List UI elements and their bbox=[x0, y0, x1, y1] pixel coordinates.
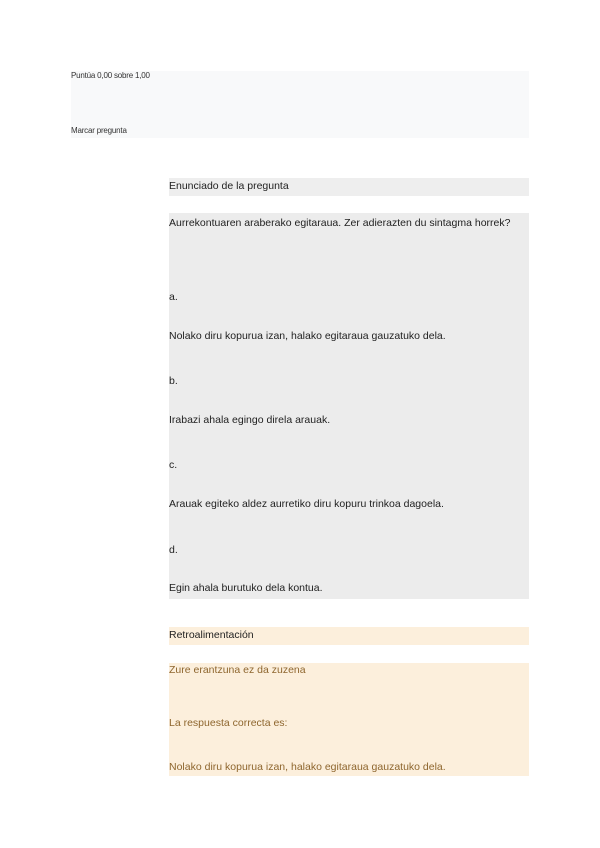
feedback-header bbox=[169, 627, 529, 645]
answer-c-text[interactable]: Arauak egiteko aldez aurretiko diru kopuru trinkoa dagoela. bbox=[169, 498, 444, 510]
answer-b-text[interactable]: Irabazi ahala egingo direla arauak. bbox=[169, 414, 331, 426]
answer-d-text[interactable]: Egin ahala burutuko dela kontua. bbox=[169, 582, 323, 594]
flag-question-link[interactable]: Marcar pregunta bbox=[71, 126, 127, 135]
correct-answer-text: Nolako diru kopurua izan, halako egitaraua gauzatuko dela. bbox=[169, 761, 446, 773]
formulation-header bbox=[169, 178, 529, 196]
grade-text: Puntúa 0,00 sobre 1,00 bbox=[71, 71, 150, 80]
answer-a-letter[interactable]: a. bbox=[169, 291, 178, 303]
formulation-title: Enunciado de la pregunta bbox=[169, 180, 289, 192]
feedback-panel bbox=[169, 663, 529, 776]
feedback-title: Retroalimentación bbox=[169, 629, 254, 641]
question-text: Aurrekontuaren araberako egitaraua. Zer adierazten du sintagma horrek? bbox=[169, 217, 511, 229]
question-formulation bbox=[169, 213, 529, 599]
answer-b-letter[interactable]: b. bbox=[169, 375, 178, 387]
feedback-result: Zure erantzuna ez da zuzena bbox=[169, 664, 306, 676]
question-info-panel bbox=[71, 71, 529, 138]
answer-d-letter[interactable]: d. bbox=[169, 544, 178, 556]
correct-answer-label: La respuesta correcta es: bbox=[169, 717, 288, 729]
answer-c-letter[interactable]: c. bbox=[169, 459, 178, 471]
answer-a-text[interactable]: Nolako diru kopurua izan, halako egitaraua gauzatuko dela. bbox=[169, 330, 446, 342]
